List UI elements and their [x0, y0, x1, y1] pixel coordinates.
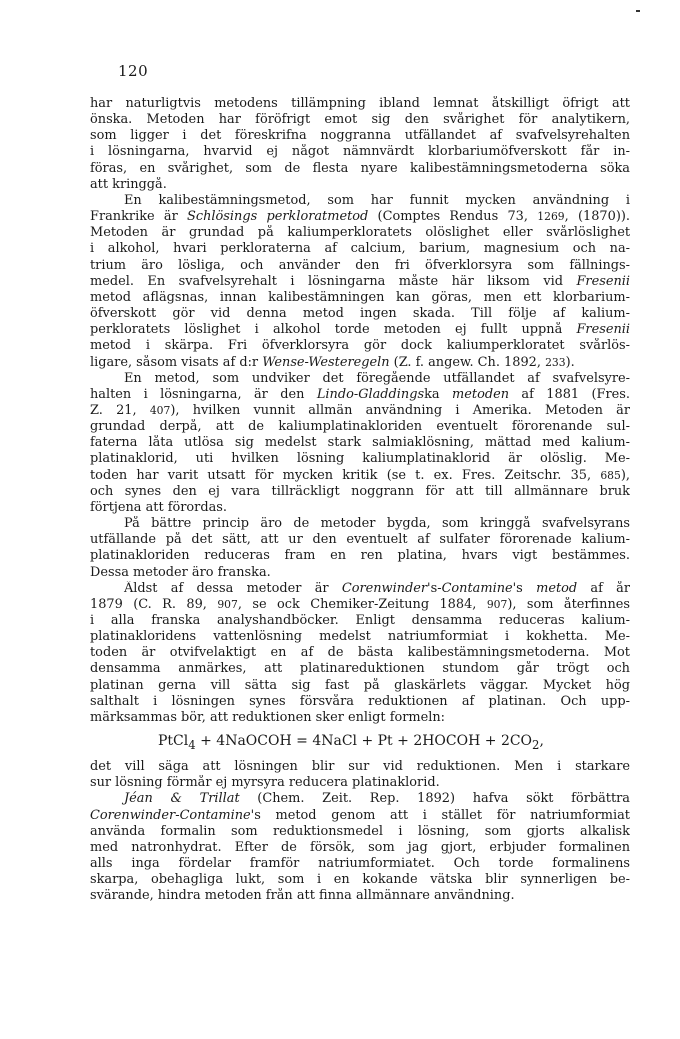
text-line: salthalt i lösningen synes försvåra reduktionen af platinan. Och upp- — [90, 693, 630, 709]
text-line: och synes den ej vara tillräckligt noggrann för att till allmännare bruk — [90, 483, 630, 499]
text-line: platinaklorid, uti hvilken lösning kaliumplatinaklorid är olöslig. Me- — [90, 451, 630, 467]
text-line: densamma anmärkes, att platinareduktionen stundom går trögt och — [90, 661, 630, 677]
text-line: önska. Metoden har föröfrigt emot sig den svårighet för analytikern, — [90, 112, 630, 128]
text-line: platinan gerna vill sätta sig fast på glaskärlets väggar. Mycket hög — [90, 677, 630, 693]
text-line: platinakloridens vattenlösning medelst natriumformiat i kokhetta. Me- — [90, 629, 630, 645]
text-line: svärande, hindra metoden från att finna allmännare användning. — [90, 888, 515, 904]
text-line: utfällande på det sätt, att ur den eventuelt af sulfater förorenade kalium- — [90, 532, 630, 548]
text-line: halten i lösningarna, är den Lindo-Gladdingska metoden af 1881 (Fres. — [90, 386, 630, 402]
text-line: metod aflägsnas, innan kalibestämningen kan göras, men ett klorbarium- — [90, 289, 630, 305]
text-line: Z. 21, 407), hvilken vunnit allmän användning i Amerika. Metoden är — [90, 402, 630, 418]
corner-mark — [636, 10, 640, 12]
text-line: perkloratets löslighet i alkohol torde metoden ej fullt uppnå Fresenii — [90, 322, 630, 338]
text-line: som ligger i det föreskrifna noggranna utfällandet af svafvelsyrehalten — [90, 128, 630, 144]
text-line: trium äro lösliga, och använder den fri öfverklorsyra som fällnings- — [90, 257, 630, 273]
text-line: förtjena att förordas. — [90, 499, 227, 515]
text-line: toden har varit utsatt för mycken kritik (se t. ex. Fres. Zeitschr. 35, 685), — [90, 467, 630, 483]
text-line: märksammas bör, att reduktionen sker enligt formeln: — [90, 709, 446, 725]
formula-line: PtCl$_4$ + 4NaOCOH = 4NaCl + Pt + 2HOCOH + $2CO_2$, — [158, 733, 544, 752]
text-line: Metoden är grundad på kaliumperkloratets olöslighet eller svårlöslighet — [90, 225, 630, 241]
text-line: faterna låta utlösa sig medelst stark salmiaklösning, mättad med kalium- — [90, 435, 630, 451]
text-line: det vill säga att lösningen blir sur vid reduktionen. Men i starkare — [90, 759, 630, 775]
text-line: grundad derpå, att de kaliumplatinakloriden eventuelt förorenande sul- — [90, 419, 630, 435]
text-line: i lösningarna, hvarvid ej något nämnvärdt klorbariumöfverskott får in- — [90, 144, 630, 160]
text-line: ligare, såsom visats af d:r Wense-Westeregeln (Z. f. angew. Ch. 1892, 233). — [90, 354, 575, 370]
text-line: skarpa, obehagliga lukt, som i en kokande vätska blir synnerligen be- — [90, 872, 630, 888]
text-line: Äldst af dessa metoder är Corenwinder's-Contamine's metod af år — [124, 580, 630, 596]
text-line: En kalibestämningsmetod, som har funnit mycken användning i — [124, 192, 630, 208]
body-text — [90, 96, 630, 904]
text-line: På bättre princip äro de metoder bygda, som kringgå svafvelsyrans — [124, 516, 630, 532]
text-line: alls inga fördelar framför natriumformiatet. Och torde formalinens — [90, 855, 630, 871]
text-line: sur lösning förmår ej myrsyra reducera platinaklorid. — [90, 775, 440, 791]
text-line: i alkohol, hvari perkloraterna af calcium, barium, magnesium och na- — [90, 241, 630, 257]
text-line: har naturligtvis metodens tillämpning ibland lemnat åtskilligt öfrigt att — [90, 96, 630, 111]
text-line: Corenwinder-Contamine's metod genom att i stället för natriumformiat — [90, 807, 630, 823]
text-line: platinakloriden reduceras fram en ren platina, hvars vigt bestämmes. — [90, 548, 630, 564]
text-line: medel. En svafvelsyrehalt i lösningarna måste här liksom vid Fresenii — [90, 273, 630, 289]
text-line: Jéan & Trillat (Chem. Zeit. Rep. 1892) hafva sökt förbättra — [124, 791, 630, 807]
text-line: i alla franska analyshandböcker. Enligt densamma reduceras kalium- — [90, 613, 630, 628]
text-line: öfverskott gör vid denna metod ingen skada. Till följe af kalium- — [90, 306, 630, 322]
text-line: Dessa metoder äro franska. — [90, 564, 271, 580]
text-line: att kringgå. — [90, 176, 167, 192]
text-line: föras, en svårighet, som de flesta nyare kalibestämningsmetoderna söka — [90, 160, 630, 176]
text-line: 1879 (C. R. 89, 907, se ock Chemiker-Zeitung 1884, 907), som återfinnes — [90, 596, 630, 612]
page-number: 120 — [118, 62, 149, 80]
text-line: använda formalin som reduktionsmedel i lösning, som gjorts alkalisk — [90, 823, 630, 839]
text-line: Frankrike är Schlösings perkloratmetod (Comptes Rendus 73, 1269, (1870)). — [90, 209, 630, 225]
text-line: En metod, som undviker det föregående utfällandet af svafvelsyre- — [124, 370, 630, 386]
text-line: med natronhydrat. Efter de försök, som jag gjort, erbjuder formalinen — [90, 839, 630, 855]
text-line: toden är otvifvelaktigt en af de bästa kalibestämningsmetoderna. Mot — [90, 645, 630, 661]
text-line: metod i skärpa. Fri öfverklorsyra gör dock kaliumperkloratet svårlös- — [90, 338, 630, 354]
